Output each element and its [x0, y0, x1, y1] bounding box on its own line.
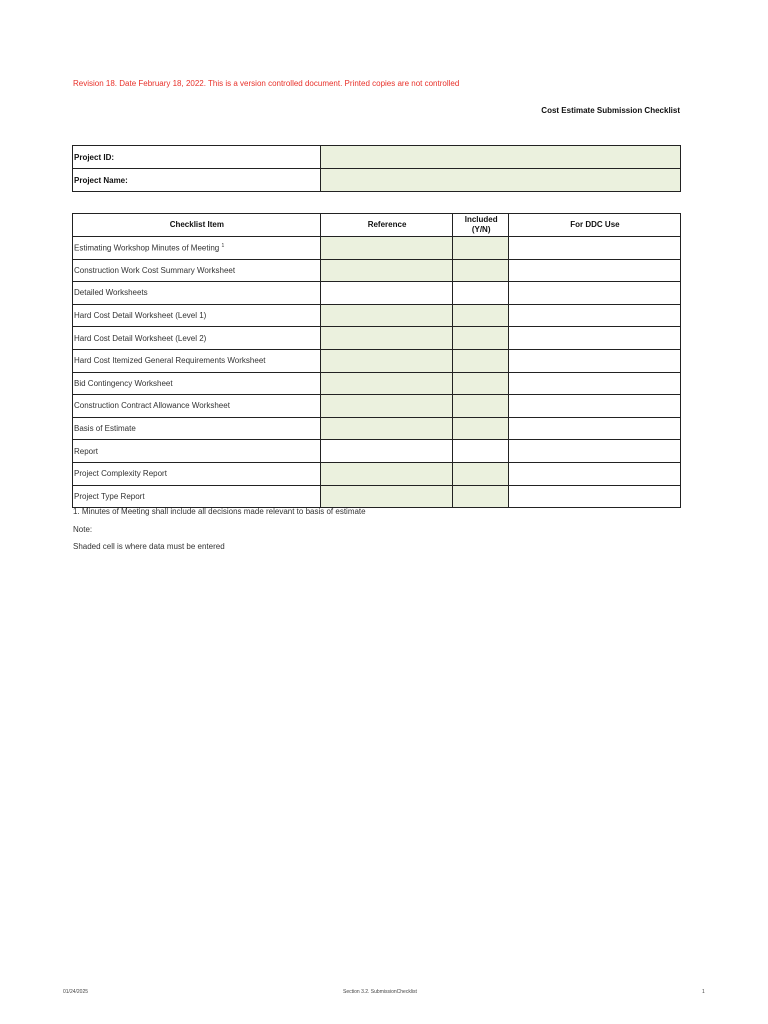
project-id-field[interactable] — [321, 146, 681, 169]
reference-cell[interactable] — [320, 349, 453, 372]
reference-cell[interactable] — [320, 237, 453, 260]
checklist-row — [73, 440, 681, 463]
reference-cell[interactable] — [320, 304, 453, 327]
ddc-use-cell[interactable] — [508, 485, 680, 508]
footer-section: Section 3.2. SubmissionChecklist — [343, 989, 417, 995]
included-cell[interactable] — [453, 417, 508, 440]
included-cell[interactable] — [453, 462, 508, 485]
project-info-table — [72, 145, 681, 192]
checklist-row — [73, 485, 681, 508]
included-cell[interactable] — [453, 395, 508, 418]
ddc-use-cell[interactable] — [508, 417, 680, 440]
included-cell[interactable] — [453, 349, 508, 372]
checklist-item-header: Checklist Item — [73, 214, 321, 237]
note-label: Note: — [73, 525, 93, 534]
note-text: Shaded cell is where data must be entered — [73, 542, 225, 551]
checklist-item-cell — [73, 440, 321, 463]
document-title: Cost Estimate Submission Checklist — [541, 106, 680, 115]
footer-date: 01/24/2025 — [63, 989, 89, 995]
footnote-text: 1. Minutes of Meeting shall include all decisions made relevant to basis of estimate — [73, 507, 366, 516]
checklist-item-label: Hard Cost Itemized General Requirements Worksheet — [74, 356, 266, 366]
checklist-item-cell — [73, 282, 321, 305]
checklist-table — [72, 213, 681, 508]
checklist-item-cell — [73, 395, 321, 418]
included-header: Included (Y/N) — [453, 214, 508, 237]
reference-cell[interactable] — [320, 462, 453, 485]
included-cell[interactable] — [453, 440, 508, 463]
checklist-row — [73, 372, 681, 395]
reference-header: Reference — [320, 214, 453, 237]
project-id-row — [73, 146, 681, 169]
checklist-item-label: Hard Cost Detail Worksheet (Level 1) — [74, 311, 207, 321]
ddc-use-header: For DDC Use — [508, 214, 680, 237]
checklist-item-label: Estimating Workshop Minutes of Meeting — [74, 243, 220, 253]
ddc-use-cell[interactable] — [508, 237, 680, 260]
ddc-use-cell[interactable] — [508, 440, 680, 463]
checklist-item-cell — [73, 304, 321, 327]
project-name-label: Project Name: — [73, 169, 321, 192]
revision-note: Revision 18. Date February 18, 2022. This is a version controlled document. Printed copies are not controlled — [73, 79, 460, 88]
ddc-use-cell[interactable] — [508, 259, 680, 282]
reference-cell[interactable] — [320, 485, 453, 508]
checklist-header-row — [73, 214, 681, 237]
included-cell[interactable] — [453, 304, 508, 327]
checklist-item-label: Detailed Worksheets — [74, 288, 148, 298]
checklist-row — [73, 282, 681, 305]
ddc-use-cell[interactable] — [508, 327, 680, 350]
ddc-use-cell[interactable] — [508, 304, 680, 327]
ddc-use-cell[interactable] — [508, 282, 680, 305]
project-id-label: Project ID: — [73, 146, 321, 169]
checklist-row — [73, 395, 681, 418]
ddc-use-cell[interactable] — [508, 349, 680, 372]
checklist-row — [73, 417, 681, 440]
checklist-item-label: Construction Work Cost Summary Worksheet — [74, 265, 236, 275]
checklist-item-cell — [73, 462, 321, 485]
ddc-use-cell[interactable] — [508, 395, 680, 418]
reference-cell[interactable] — [320, 440, 453, 463]
reference-cell[interactable] — [320, 282, 453, 305]
ddc-use-cell[interactable] — [508, 372, 680, 395]
included-cell[interactable] — [453, 327, 508, 350]
checklist-item-label: Hard Cost Detail Worksheet (Level 2) — [74, 333, 207, 343]
reference-cell[interactable] — [320, 417, 453, 440]
checklist-row — [73, 304, 681, 327]
checklist-item-cell — [73, 259, 321, 282]
checklist-row — [73, 237, 681, 260]
project-name-field[interactable] — [321, 169, 681, 192]
reference-cell[interactable] — [320, 395, 453, 418]
checklist-row — [73, 327, 681, 350]
included-cell[interactable] — [453, 372, 508, 395]
checklist-item-label: Report — [74, 446, 99, 456]
footnote-marker: 1 — [221, 242, 225, 249]
checklist-item-cell — [73, 417, 321, 440]
footer-page-number: 1 — [702, 989, 705, 995]
checklist-item-label: Project Type Report — [74, 491, 145, 501]
included-cell[interactable] — [453, 237, 508, 260]
checklist-item-cell — [73, 327, 321, 350]
included-cell[interactable] — [453, 485, 508, 508]
reference-cell[interactable] — [320, 372, 453, 395]
project-name-row — [73, 169, 681, 192]
included-cell[interactable] — [453, 282, 508, 305]
checklist-item-label: Construction Contract Allowance Worksheet — [74, 401, 230, 411]
checklist-item-label: Basis of Estimate — [74, 424, 136, 434]
ddc-use-cell[interactable] — [508, 462, 680, 485]
checklist-item-label: Project Complexity Report — [74, 469, 167, 479]
checklist-row — [73, 349, 681, 372]
checklist-item-cell — [73, 372, 321, 395]
included-cell[interactable] — [453, 259, 508, 282]
checklist-item-cell — [73, 485, 321, 508]
reference-cell[interactable] — [320, 327, 453, 350]
reference-cell[interactable] — [320, 259, 453, 282]
checklist-row — [73, 462, 681, 485]
checklist-item-cell — [73, 237, 321, 260]
checklist-item-cell — [73, 349, 321, 372]
checklist-item-label: Bid Contingency Worksheet — [74, 378, 173, 388]
checklist-body — [73, 237, 681, 508]
checklist-row — [73, 259, 681, 282]
